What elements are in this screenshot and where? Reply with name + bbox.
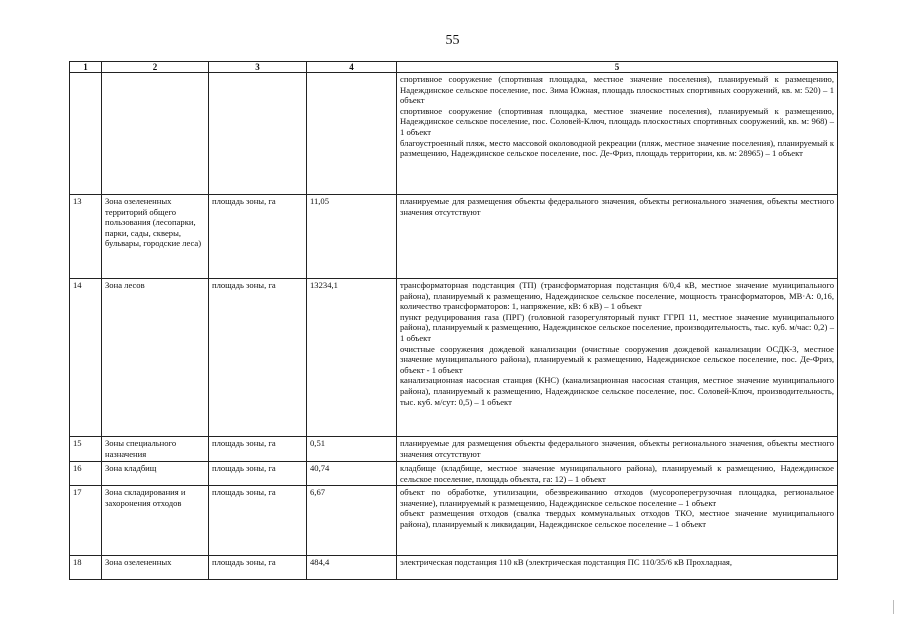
row-number xyxy=(70,73,102,195)
indicator: площадь зоны, га xyxy=(209,556,307,580)
zone-name: Зона озелененных xyxy=(102,556,209,580)
scan-edge-mark xyxy=(893,600,894,614)
table-row xyxy=(70,279,838,437)
page-number: 55 xyxy=(445,33,460,48)
header-col-1: 1 xyxy=(70,62,102,73)
object-paragraph: электрическая подстанция 110 кВ (электрическая подстанция ПС 110/35/6 кВ Прохладная, xyxy=(400,557,733,567)
object-paragraph: планируемые для размещения объекты федерального значения, объекты регионального значения, объекты местного значения отсутствуют xyxy=(400,438,834,459)
object-paragraph: объект размещения отходов (свалка твердых коммунальных отходов ТКО, местное значение муниципального района), планируемый к ликвидации, Надеждинское сельское поселение – 1 объект xyxy=(400,508,834,529)
indicator-value: 484,4 xyxy=(307,556,397,580)
table-row xyxy=(70,556,838,580)
indicator-value: 40,74 xyxy=(307,462,397,486)
indicator xyxy=(209,73,307,195)
table-viewport xyxy=(69,61,837,567)
object-paragraph: благоустроенный пляж, место массовой околоводной рекреации (пляж, местное значение поселения), планируемый к размещению, Надеждинское сельское поселение, пос. Де-Фриз, площадь территории, кв. м: 28965) – 1 объект xyxy=(400,137,834,159)
row-number: 17 xyxy=(70,486,102,556)
indicator: площадь зоны, га xyxy=(209,486,307,556)
zone-name: Зоны специального назначения xyxy=(102,437,209,462)
object-paragraph: пункт редуцирования газа (ПРГ) (головной газорегуляторный пункт ГГРП 11, местное значение муниципального района), планируемый к размещению, Надеждинское сельское поселение, производительность, тыс. куб. м/час: 0,2) – 1 объект xyxy=(400,311,834,343)
objects-cell xyxy=(397,486,838,556)
header-col-2: 2 xyxy=(102,62,209,73)
zone-name: Зона кладбищ xyxy=(102,462,209,486)
objects-cell xyxy=(397,556,838,580)
table-row xyxy=(70,486,838,556)
object-paragraph: трансформаторная подстанция (ТП) (трансформаторная подстанция 6/0,4 кВ, местное значение муниципального района), планируемый к размещению, Надеждинское сельское поселение, мощность трансформаторов, МВ·А: 0,16, количество трансформаторов: 1, напряжение, кВ: 6 кВ) – 1 объект xyxy=(400,280,834,312)
zone-name: Зона озелененных территорий общего пользования (лесопарки, парки, сады, скверы, бульвары, городские леса) xyxy=(102,195,209,279)
zones-table xyxy=(69,61,838,580)
row-number: 13 xyxy=(70,195,102,279)
zone-name: Зона лесов xyxy=(102,279,209,437)
indicator: площадь зоны, га xyxy=(209,437,307,462)
table-row xyxy=(70,195,838,279)
header-col-4: 4 xyxy=(307,62,397,73)
row-number: 16 xyxy=(70,462,102,486)
objects-cell xyxy=(397,73,838,195)
row-number: 14 xyxy=(70,279,102,437)
indicator: площадь зоны, га xyxy=(209,195,307,279)
indicator-value: 13234,1 xyxy=(307,279,397,437)
indicator-value: 0,51 xyxy=(307,437,397,462)
object-paragraph: объект по обработке, утилизации, обезвреживанию отходов (мусороперегрузочная площадка, региональное значение), планируемый к размещению, Надеждинское сельское поселение – 1 объект xyxy=(400,487,834,508)
indicator-value xyxy=(307,73,397,195)
header-col-5: 5 xyxy=(397,62,838,73)
object-paragraph: спортивное сооружение (спортивная площадка, местное значение поселения), планируемый к размещению, Надеждинское сельское поселение, пос. Соловей-Ключ, площадь плоскостных спортивных сооружений, кв. м: 968) – 1 объект xyxy=(400,105,834,137)
zone-name xyxy=(102,73,209,195)
row-number: 18 xyxy=(70,556,102,580)
indicator: площадь зоны, га xyxy=(209,279,307,437)
object-paragraph: кладбище (кладбище, местное значение муниципального района), планируемый к размещению, Надеждинское сельское поселение, площадь объекта, га: 12) – 1 объект xyxy=(400,463,834,484)
object-paragraph: очистные сооружения дождевой канализации (очистные сооружения дождевой канализации ОСДК-3, местное значение муниципального района), планируемый к размещению, Надеждинское сельское поселение, пос. Де-Фриз, объект - 1 объект xyxy=(400,343,834,375)
indicator-value: 11,05 xyxy=(307,195,397,279)
objects-cell xyxy=(397,279,838,437)
zone-name: Зона складирования и захоронения отходов xyxy=(102,486,209,556)
object-paragraph: спортивное сооружение (спортивная площадка, местное значение поселения), планируемый к размещению, Надеждинское сельское поселение, пос. Зима Южная, площадь плоскостных спортивных сооружений, кв. м: 520) – 1 объект xyxy=(400,74,834,106)
indicator: площадь зоны, га xyxy=(209,462,307,486)
objects-cell xyxy=(397,462,838,486)
objects-cell xyxy=(397,195,838,279)
table-row xyxy=(70,73,838,195)
object-paragraph: канализационная насосная станция (КНС) (канализационная насосная станция, местное значение муниципального района), планируемый к размещению, Надеждинское сельское поселение, пос. Соловей-Ключ, производительность, тыс. куб. м/сут: 0,5) – 1 объект xyxy=(400,375,834,407)
row-number: 15 xyxy=(70,437,102,462)
header-col-3: 3 xyxy=(209,62,307,73)
table-row xyxy=(70,462,838,486)
objects-cell xyxy=(397,437,838,462)
indicator-value: 6,67 xyxy=(307,486,397,556)
table-row xyxy=(70,437,838,462)
object-paragraph: планируемые для размещения объекты федерального значения, объекты регионального значения, объекты местного значения отсутствуют xyxy=(400,196,834,217)
header-row xyxy=(70,62,838,73)
